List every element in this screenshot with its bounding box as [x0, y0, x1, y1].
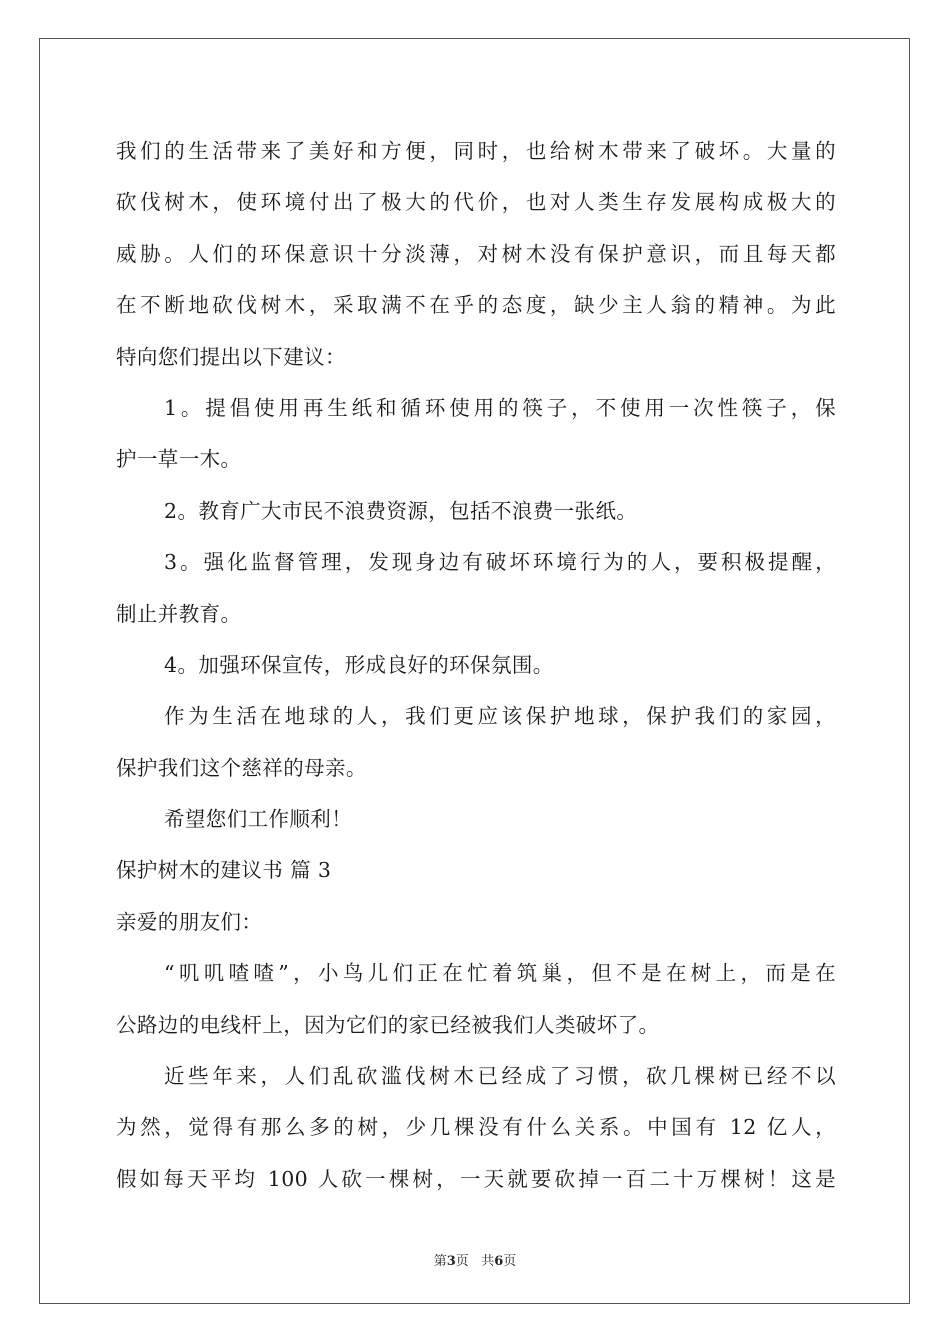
text-line: 为然，觉得有那么多的树，少几棵没有什么关系。中国有 12 亿人， [116, 1115, 836, 1140]
footer-page-number: 3 [446, 1254, 456, 1269]
footer-total-pages: 6 [494, 1254, 504, 1269]
page-footer [0, 1250, 950, 1269]
text-line: 公路边的电线杆上，因为它们的家已经被我们人类破坏了。 [116, 1012, 660, 1037]
salutation: 亲爱的朋友们： [116, 909, 263, 934]
text-line: 作为生活在地球的人，我们更应该保护地球，保护我们的家园， [164, 704, 836, 729]
footer-prefix: 第 [433, 1254, 447, 1269]
text-line: 2。教育广大市民不浪费资源，包括不浪费一张纸。 [164, 498, 638, 523]
text-line: 砍伐树木，使环境付出了极大的代价，也对人类生存发展构成极大的 [116, 190, 836, 215]
text-line: 4。加强环保宣传，形成良好的环保氛围。 [164, 652, 554, 677]
text-line: 希望您们工作顺利！ [164, 807, 353, 832]
text-line: 威胁。人们的环保意识十分淡薄，对树木没有保护意识，而且每天都 [116, 241, 836, 266]
text-line: 保护我们这个慈祥的母亲。 [116, 755, 367, 780]
footer-page-suffix: 页 [455, 1254, 469, 1269]
text-line: 护一草一木。 [116, 447, 242, 472]
text-line: 在不断地砍伐树木，采取满不在乎的态度，缺少主人翁的精神。为此 [116, 293, 836, 318]
document-body [116, 126, 836, 1205]
text-line: 假如每天平均 100 人砍一棵树，一天就要砍掉一百二十万棵树！这是 [116, 1166, 836, 1191]
text-line: 制止并教育。 [116, 601, 242, 626]
section-heading: 保护树木的建议书 篇 3 [116, 858, 332, 883]
footer-total-suffix: 页 [503, 1254, 517, 1269]
text-line: 特向您们提出以下建议： [116, 344, 346, 369]
text-line: 1。提倡使用再生纸和循环使用的筷子，不使用一次性筷子，保 [164, 395, 836, 420]
text-line: 我们的生活带来了美好和方便，同时，也给树木带来了破坏。大量的 [116, 139, 836, 163]
text-line: 3。强化监督管理，发现身边有破坏环境行为的人，要积极提醒， [164, 550, 836, 575]
text-line: “叽叽喳喳”，小鸟儿们正在忙着筑巢，但不是在树上，而是在 [164, 961, 836, 986]
text-line: 近些年来，人们乱砍滥伐树木已经成了习惯，砍几棵树已经不以 [164, 1064, 836, 1089]
footer-total-prefix: 共 [481, 1254, 495, 1269]
